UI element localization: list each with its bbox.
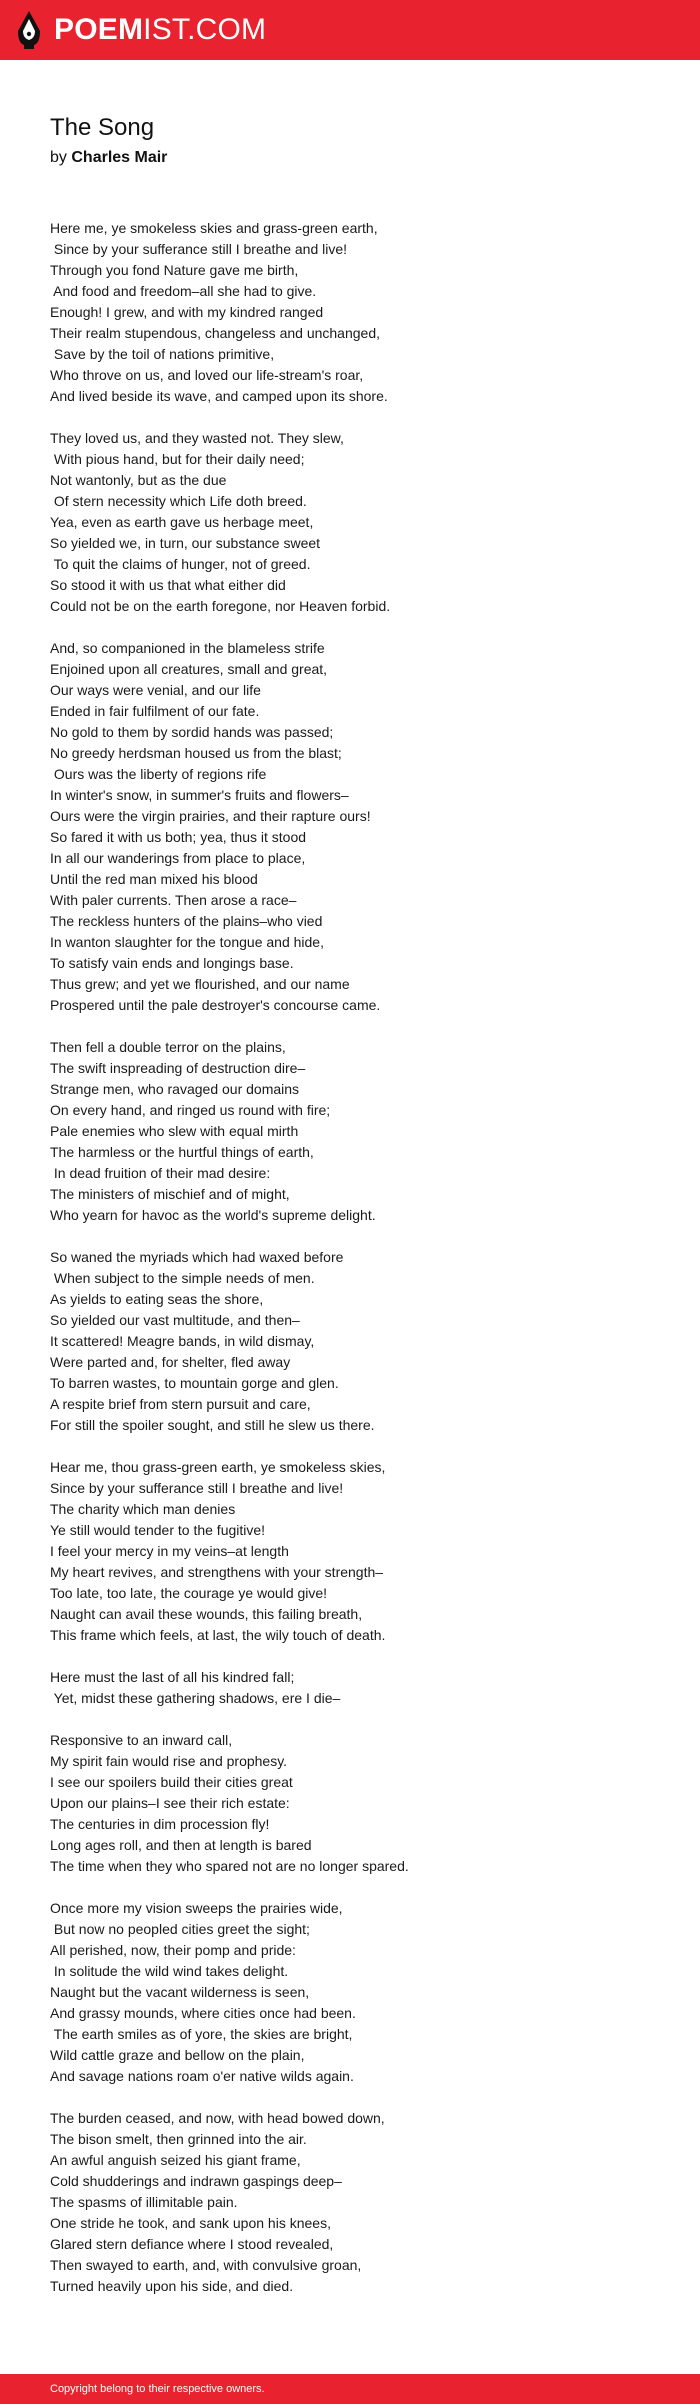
poem-title: The Song [50,114,155,141]
poem-line: And food and freedom–all she had to give. [50,283,317,299]
site-logo-link[interactable] [16,10,266,50]
poem-line: Too late, too late, the courage ye would give! [50,1585,328,1601]
poem-line: No gold to them by sordid hands was passed; [50,724,334,740]
poem-line: Ours was the liberty of regions rife [50,766,267,782]
poem-line: All perished, now, their pomp and pride: [50,1942,296,1958]
poem-line: An awful anguish seized his giant frame, [50,2152,301,2168]
poem-line: And grassy mounds, where cities once had been. [50,2005,356,2021]
poem-line: When subject to the simple needs of men. [50,1270,315,1286]
poem-line: The earth smiles as of yore, the skies are bright, [50,2026,353,2042]
poem-line: In wanton slaughter for the tongue and hide, [50,934,324,950]
poem-line: It scattered! Meagre bands, in wild dismay, [50,1333,315,1349]
poem-line: No greedy herdsman housed us from the blast; [50,745,342,761]
poem-line: So yielded our vast multitude, and then– [50,1312,300,1328]
poem-line: Upon our plains–I see their rich estate: [50,1795,290,1811]
poem-line: A respite brief from stern pursuit and care, [50,1396,311,1412]
poem-line: So yielded we, in turn, our substance sweet [50,535,321,551]
poem-line: Who throve on us, and loved our life-stream's roar, [50,367,364,383]
poem-line: Turned heavily upon his side, and died. [50,2278,294,2294]
poem-stanza [50,1898,670,2087]
poem-line: Could not be on the earth foregone, nor Heaven forbid. [50,598,391,614]
poem-line: Their realm stupendous, changeless and unchanged, [50,325,380,341]
poem-line: The swift inspreading of destruction dire– [50,1060,306,1076]
poem-line: On every hand, and ringed us round with fire; [50,1102,331,1118]
poem-line: And lived beside its wave, and camped upon its shore. [50,388,388,404]
poem-line: Enough! I grew, and with my kindred ranged [50,304,324,320]
poem-line: Ye still would tender to the fugitive! [50,1522,266,1538]
poem-line: Naught can avail these wounds, this failing breath, [50,1606,363,1622]
poem-line: With pious hand, but for their daily need; [50,451,305,467]
logo-text-light: IST.COM [143,13,267,46]
poem-line: My spirit fain would rise and prophesy. [50,1753,288,1769]
poem-line: Responsive to an inward call, [50,1732,233,1748]
poem-line: Wild cattle graze and bellow on the plain, [50,2047,305,2063]
poem-line: Since by your sufferance still I breathe and live! [50,241,348,257]
poem-line: In solitude the wild wind takes delight. [50,1963,289,1979]
poem-line: Here must the last of all his kindred fall; [50,1669,295,1685]
poem-line: Naught but the vacant wilderness is seen, [50,1984,310,2000]
poem-line: Pale enemies who slew with equal mirth [50,1123,299,1139]
poem-line: In dead fruition of their mad desire: [50,1165,271,1181]
poem-line: Through you fond Nature gave me birth, [50,262,299,278]
poem-line: Ours were the virgin prairies, and their rapture ours! [50,808,371,824]
poem-line: Save by the toil of nations primitive, [50,346,275,362]
poem-line: For still the spoiler sought, and still he slew us there. [50,1417,375,1433]
poem-line: And, so companioned in the blameless strife [50,640,325,656]
poem-line: So stood it with us that what either did [50,577,286,593]
poem-line: I feel your mercy in my veins–at length [50,1543,289,1559]
poem-line: Until the red man mixed his blood [50,871,258,887]
poem-line: Cold shudderings and indrawn gaspings deep– [50,2173,342,2189]
poem-line: In all our wanderings from place to place, [50,850,306,866]
poem-line: To barren wastes, to mountain gorge and glen. [50,1375,339,1391]
poem-line: In winter's snow, in summer's fruits and flowers– [50,787,349,803]
poem-line: This frame which feels, at last, the wily touch of death. [50,1627,386,1643]
poem-byline [50,147,167,169]
poem-line: Yea, even as earth gave us herbage meet, [50,514,314,530]
poem-stanza [50,1037,670,1226]
poem-line: The centuries in dim procession fly! [50,1816,270,1832]
poem-line: Were parted and, for shelter, fled away [50,1354,291,1370]
poem-line: The spasms of illimitable pain. [50,2194,238,2210]
poem-line: Then fell a double terror on the plains, [50,1039,286,1055]
poem-line: As yields to eating seas the shore, [50,1291,264,1307]
poem-line: Hear me, thou grass-green earth, ye smokeless skies, [50,1459,386,1475]
poem-line: The time when they who spared not are no longer spared. [50,1858,409,1874]
poem-line: I see our spoilers build their cities great [50,1774,293,1790]
poem-stanza [50,1457,670,1646]
poem-line: With paler currents. Then arose a race– [50,892,297,908]
poem-line: The charity which man denies [50,1501,236,1517]
poem-line: So waned the myriads which had waxed before [50,1249,344,1265]
poem-line: Here me, ye smokeless skies and grass-green earth, [50,220,378,236]
poem-line: Long ages roll, and then at length is bared [50,1837,312,1853]
poem-line: Strange men, who ravaged our domains [50,1081,300,1097]
site-header [0,0,700,60]
poem-line: Thus grew; and yet we flourished, and our name [50,976,350,992]
poem-line: Yet, midst these gathering shadows, ere I die– [50,1690,341,1706]
poem-stanza [50,1667,670,1709]
poem-stanza [50,638,670,1016]
pen-nib-icon [16,10,42,50]
poem-stanza [50,1730,670,1877]
poem-line: So fared it with us both; yea, thus it stood [50,829,307,845]
poem-body [50,218,670,2318]
site-logo-text [54,10,266,50]
poem-line: Prospered until the pale destroyer's concourse came. [50,997,381,1013]
poem-line: Since by your sufferance still I breathe and live! [50,1480,344,1496]
poem-stanza [50,428,670,617]
poem-line: They loved us, and they wasted not. They slew, [50,430,344,446]
poem-stanza [50,1247,670,1436]
copyright-text: Copyright belong to their respective owners. [50,2383,265,2395]
poem-line: One stride he took, and sank upon his knees, [50,2215,331,2231]
poem-line: To satisfy vain ends and longings base. [50,955,294,971]
poem-line: Ended in fair fulfilment of our fate. [50,703,260,719]
poem-line: And savage nations roam o'er native wilds again. [50,2068,354,2084]
poem-line: Enjoined upon all creatures, small and great, [50,661,328,677]
poem-line: Who yearn for havoc as the world's supreme delight. [50,1207,376,1223]
poem-line: Glared stern defiance where I stood revealed, [50,2236,334,2252]
logo-text-bold: POEM [54,13,144,46]
poem-stanza [50,218,670,407]
poem-line: My heart revives, and strengthens with your strength– [50,1564,384,1580]
poem-line: The burden ceased, and now, with head bowed down, [50,2110,385,2126]
poem-line: Once more my vision sweeps the prairies wide, [50,1900,343,1916]
author-link[interactable]: Charles Mair [71,149,168,166]
poem-line: The ministers of mischief and of might, [50,1186,290,1202]
poem-stanza [50,2108,670,2297]
poem-line: Our ways were venial, and our life [50,682,261,698]
poem-line: The harmless or the hurtful things of earth, [50,1144,314,1160]
by-label: by [50,149,67,166]
poem-line: But now no peopled cities greet the sight; [50,1921,310,1937]
site-footer [0,2374,700,2404]
poem-line: The bison smelt, then grinned into the air. [50,2131,307,2147]
poem-line: Not wantonly, but as the due [50,472,227,488]
poem-line: Then swayed to earth, and, with convulsive groan, [50,2257,362,2273]
poem-line: The reckless hunters of the plains–who vied [50,913,323,929]
poem-line: Of stern necessity which Life doth breed. [50,493,307,509]
poem-line: To quit the claims of hunger, not of greed. [50,556,311,572]
